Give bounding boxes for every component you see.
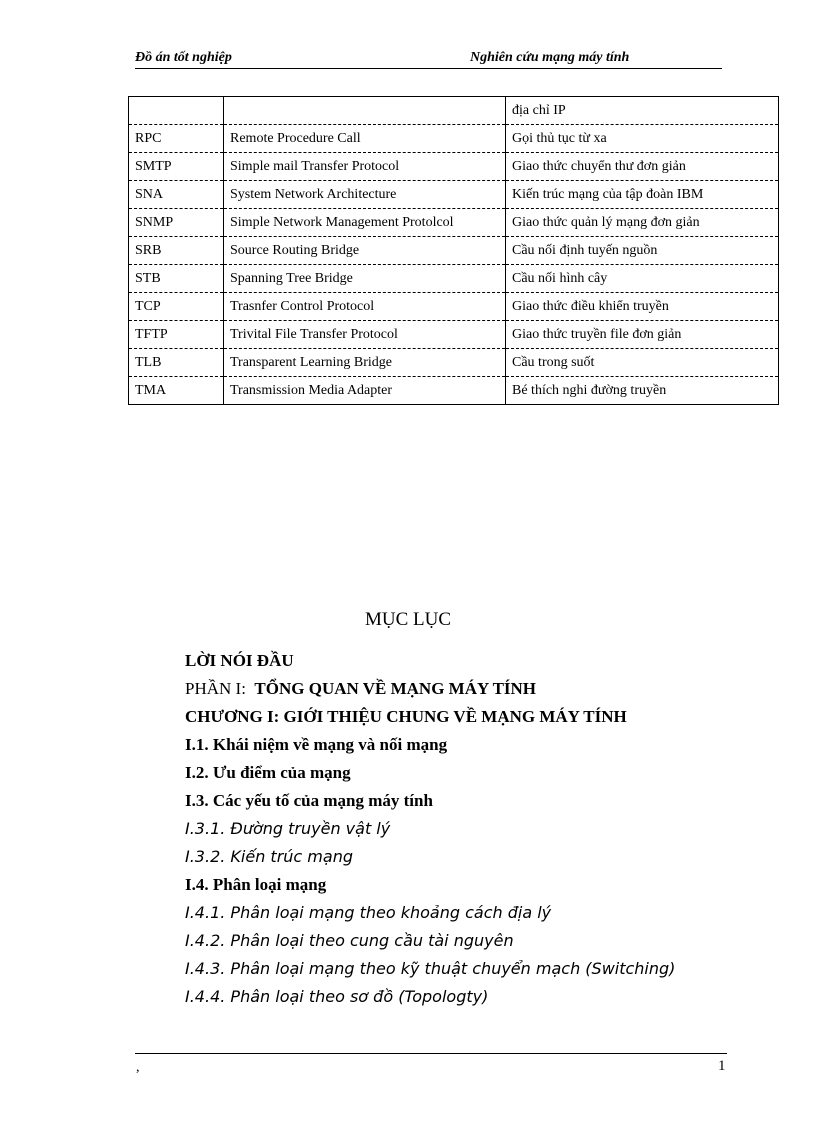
table-row <box>129 209 779 237</box>
meaning-cell: Kiến trúc mạng của tập đoàn IBM <box>506 181 779 209</box>
full-name-cell: Simple mail Transfer Protocol <box>224 153 506 181</box>
toc-part-prefix: PHẦN I: <box>185 679 246 698</box>
table-row <box>129 237 779 265</box>
abbr-cell: STB <box>129 265 224 293</box>
meaning-cell: Giao thức quản lý mạng đơn giản <box>506 209 779 237</box>
meaning-cell: Giao thức truyền file đơn giản <box>506 321 779 349</box>
toc-entry-section[interactable]: I.2. Ưu điểm của mạng <box>185 763 351 782</box>
abbr-cell: TMA <box>129 377 224 405</box>
full-name-cell: Transparent Learning Bridge <box>224 349 506 377</box>
full-name-cell <box>224 97 506 125</box>
table-row <box>129 153 779 181</box>
header-rule <box>135 68 722 69</box>
toc-entry-subsection[interactable]: I.4.1. Phân loại mạng theo khoảng cách địa lý <box>185 903 552 922</box>
table-of-contents <box>185 648 765 1012</box>
meaning-cell: Cầu trong suốt <box>506 349 779 377</box>
toc-entry-subsection[interactable]: I.4.4. Phân loại theo sơ đồ (Topologty) <box>185 987 489 1006</box>
meaning-cell: Bé thích nghi đường truyền <box>506 377 779 405</box>
abbr-cell: TLB <box>129 349 224 377</box>
full-name-cell: System Network Architecture <box>224 181 506 209</box>
meaning-cell: địa chỉ IP <box>506 97 779 125</box>
toc-entry-part-1[interactable] <box>185 676 765 704</box>
toc-title: MỤC LỤC <box>364 609 452 630</box>
header-document-title: Nghiên cứu mạng máy tính <box>470 50 630 65</box>
toc-entry-subsection[interactable]: I.3.2. Kiến trúc mạng <box>185 847 353 866</box>
full-name-cell: Trasnfer Control Protocol <box>224 293 506 321</box>
footer-rule <box>135 1053 727 1054</box>
abbr-cell: TCP <box>129 293 224 321</box>
full-name-cell: Trivital File Transfer Protocol <box>224 321 506 349</box>
abbr-cell: RPC <box>129 125 224 153</box>
meaning-cell: Cầu nối hình cây <box>506 265 779 293</box>
toc-entry-subsection[interactable]: I.4.2. Phân loại theo cung cầu tài nguyên <box>185 931 514 950</box>
full-name-cell: Spanning Tree Bridge <box>224 265 506 293</box>
meaning-cell: Giao thức điều khiển truyền <box>506 293 779 321</box>
table-row <box>129 321 779 349</box>
table-row <box>129 377 779 405</box>
abbr-cell: SNA <box>129 181 224 209</box>
toc-entry-section[interactable]: I.1. Khái niệm về mạng và nối mạng <box>185 735 448 754</box>
table-row <box>129 181 779 209</box>
abbreviation-table <box>128 96 779 405</box>
full-name-cell: Transmission Media Adapter <box>224 377 506 405</box>
table-row <box>129 265 779 293</box>
abbr-cell: SNMP <box>129 209 224 237</box>
meaning-cell: Cầu nối định tuyến nguồn <box>506 237 779 265</box>
table-row <box>129 125 779 153</box>
table-row <box>129 293 779 321</box>
toc-entry-preface[interactable]: LỜI NÓI ĐẦU <box>185 651 294 670</box>
full-name-cell: Source Routing Bridge <box>224 237 506 265</box>
table-row <box>129 97 779 125</box>
meaning-cell: Gọi thủ tục từ xa <box>506 125 779 153</box>
abbr-cell: SMTP <box>129 153 224 181</box>
toc-entry-section[interactable]: I.3. Các yếu tố của mạng máy tính <box>185 791 433 810</box>
header-document-type: Đồ án tốt nghiệp <box>135 50 232 65</box>
toc-entry-subsection[interactable]: I.4.3. Phân loại mạng theo kỹ thuật chuyển mạch (Switching) <box>185 959 676 978</box>
toc-entry-section[interactable]: I.4. Phân loại mạng <box>185 875 327 894</box>
page-number: 1 <box>718 1058 726 1074</box>
full-name-cell: Simple Network Management Protolcol <box>224 209 506 237</box>
meaning-cell: Giao thức chuyển thư đơn giản <box>506 153 779 181</box>
abbr-cell: TFTP <box>129 321 224 349</box>
toc-entry-chapter-1[interactable]: CHƯƠNG I: GIỚI THIỆU CHUNG VỀ MẠNG MÁY TÍNH <box>185 707 627 726</box>
abbr-cell <box>129 97 224 125</box>
toc-part-title: TỔNG QUAN VỀ MẠNG MÁY TÍNH <box>254 679 537 698</box>
footer-mark: , <box>136 1060 140 1075</box>
table-row <box>129 349 779 377</box>
full-name-cell: Remote Procedure Call <box>224 125 506 153</box>
toc-entry-subsection[interactable]: I.3.1. Đường truyền vật lý <box>185 819 391 838</box>
abbr-cell: SRB <box>129 237 224 265</box>
